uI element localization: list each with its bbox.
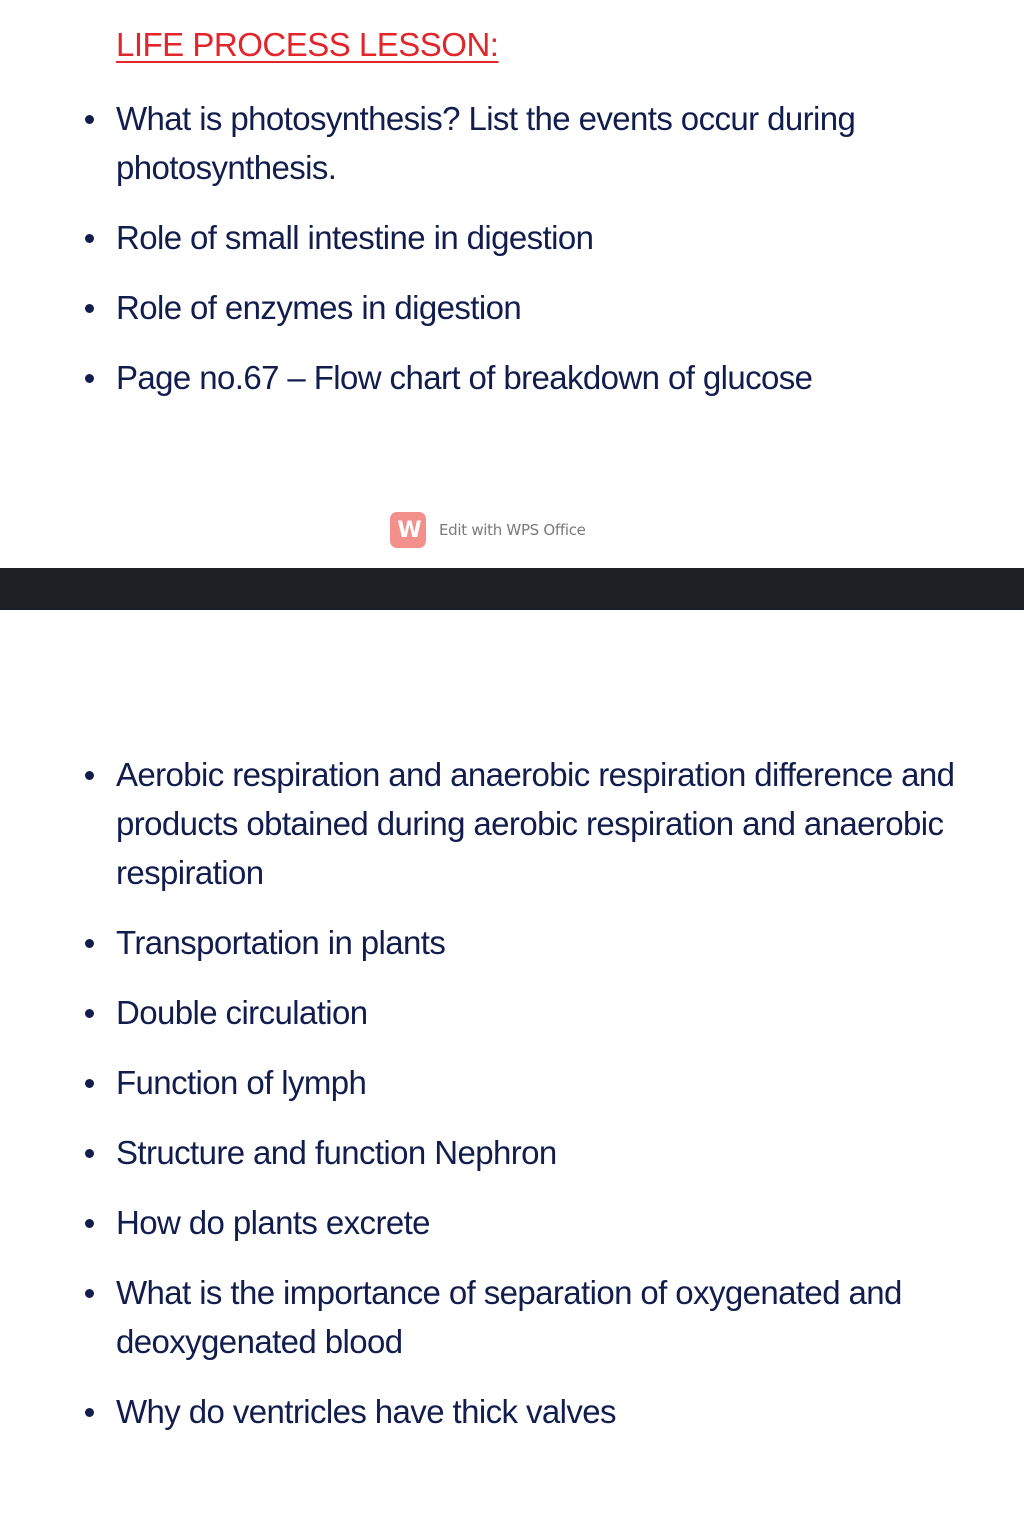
list-item-text: How do plants excrete (116, 1204, 430, 1241)
list-item (0, 988, 1024, 1037)
list-item-text: Page no.67 – Flow chart of breakdown of glucose (116, 359, 813, 396)
list-item (0, 1198, 1024, 1247)
list-item (0, 750, 1024, 897)
list-item-text: Role of small intestine in digestion (116, 219, 594, 256)
topic-list-bottom (0, 750, 1024, 1457)
list-item (0, 213, 1024, 262)
list-item-text: Aerobic respiration and anaerobic respiration difference and products obtained during aerobic respiration and anaerobic respiration (116, 756, 955, 891)
bullet-icon (85, 1289, 94, 1298)
bullet-icon (85, 234, 94, 243)
list-item-text: Transportation in plants (116, 924, 446, 961)
bullet-icon (85, 1009, 94, 1018)
list-item (0, 918, 1024, 967)
bullet-icon (85, 771, 94, 780)
list-item (0, 94, 1024, 192)
topic-list-top (0, 94, 1024, 423)
wps-watermark-text: Edit with WPS Office (439, 521, 586, 539)
page-divider (0, 568, 1024, 610)
list-item-text: Function of lymph (116, 1064, 367, 1101)
bullet-icon (85, 1408, 94, 1417)
list-item-text: What is photosynthesis? List the events occur during photosynthesis. (116, 100, 856, 186)
bullet-icon (85, 374, 94, 383)
list-item (0, 283, 1024, 332)
list-item-text: Role of enzymes in digestion (116, 289, 522, 326)
bullet-icon (85, 1079, 94, 1088)
bullet-icon (85, 1149, 94, 1158)
list-item (0, 1128, 1024, 1177)
list-item (0, 1387, 1024, 1436)
wps-watermark[interactable] (390, 512, 586, 548)
bullet-icon (85, 115, 94, 124)
list-item-text: Why do ventricles have thick valves (116, 1393, 616, 1430)
list-item-text: What is the importance of separation of oxygenated and deoxygenated blood (116, 1274, 902, 1360)
bullet-icon (85, 304, 94, 313)
list-item (0, 1058, 1024, 1107)
wps-logo-icon: W (390, 512, 426, 548)
list-item (0, 353, 1024, 402)
list-item (0, 1268, 1024, 1366)
bullet-icon (85, 939, 94, 948)
lesson-title: LIFE PROCESS LESSON: (116, 26, 499, 63)
list-item-text: Double circulation (116, 994, 368, 1031)
list-item-text: Structure and function Nephron (116, 1134, 557, 1171)
bullet-icon (85, 1219, 94, 1228)
